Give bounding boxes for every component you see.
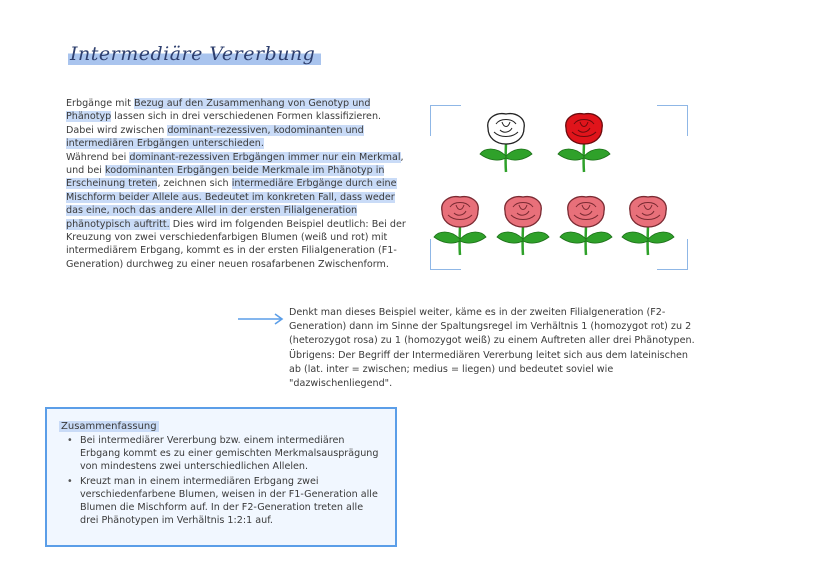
frame-corner xyxy=(430,105,461,136)
white-rose-icon xyxy=(478,110,534,174)
summary-title: Zusammenfassung xyxy=(61,421,157,432)
summary-item: • Bei intermediärer Vererbung bzw. einem intermediären Erbgang kommt es zu einer gemischten Merkmalsausprägung von mindestens zwei unterschiedlichen Allelen. xyxy=(67,434,383,473)
highlight-kodominant: kodominanten Erbgängen beide Merkmale im Phänotyp in Erscheinung treten xyxy=(66,165,385,190)
highlight-genotype-phenotype: Bezug auf den Zusammenhang von Genotyp und Phänotyp xyxy=(66,98,371,123)
summary-item: • Kreuzt man in einem intermediären Erbgang zwei verschiedenfarbene Blumen, weisen in der F1-Generation alle Blumen die Mischform auf. In der F2-Generation treten alle drei Phänotypen im Verhältnis 1:2:1 auf. xyxy=(67,475,383,527)
highlight-dominant: dominant-rezessiven Erbgängen immer nur ein Merkmal xyxy=(129,151,401,163)
pink-rose-icon xyxy=(558,193,614,257)
flower-illustration xyxy=(430,105,688,270)
intro-text-span: lassen sich in drei verschiedenen Formen klassifizieren. xyxy=(111,111,382,123)
frame-corner xyxy=(657,105,688,136)
highlight-erbgang-types: dominant-rezessiven, kodominanten und intermediären Erbgängen unterschieden. xyxy=(66,124,364,150)
intro-paragraph-2 xyxy=(66,151,411,272)
intro-text-span: Während bei xyxy=(66,151,130,163)
page-title: Intermediäre Vererbung xyxy=(68,42,321,68)
red-rose-icon xyxy=(556,110,612,174)
example-continuation-text: Denkt man dieses Beispiel weiter, käme es in der zweiten Filialgeneration (F2-Generation) dann im Sinne der Spaltungsregel im Verhältnis 1 (homozygot rot) zu 2 (heterozygot rosa) zu 1 (homozygot weiß) zu einem Auftreten aller drei Phänotypen. Übrigens: Der Begriff der Intermediären Vererbung leitet sich aus dem lateinischen ab (lat. inter = zwischen; medius = liegen) und bedeutet soviel wie "dazwischenliegend". xyxy=(289,307,695,390)
intro-text-span: Dabei wird zwischen xyxy=(66,124,168,136)
intro-text-span: Erbgänge mit xyxy=(66,98,135,109)
pink-rose-icon xyxy=(495,193,551,257)
summary-box xyxy=(45,407,397,547)
intro-paragraph-1 xyxy=(66,97,411,151)
pink-rose-icon xyxy=(432,193,488,257)
intro-text-span: , und bei xyxy=(66,151,404,177)
arrow-right-icon xyxy=(236,312,286,326)
intro-text-span: , zeichnen sich xyxy=(157,178,232,190)
highlight-intermediaer: intermediäre Erbgänge durch eine Mischform beider Allele aus. Bedeutet im konkreten Fall, dass weder das eine, noch das andere Allel in der ersten Filialgeneration phänotypisch auftritt. xyxy=(66,178,397,230)
summary-list xyxy=(59,434,383,527)
pink-rose-icon xyxy=(620,193,676,257)
intro-text xyxy=(66,97,411,271)
intro-text-span: Dies wird im folgenden Beispiel deutlich: Bei der Kreuzung von zwei verschiedenfarbigen Blumen (weiß und rot) mit intermediärem Erbgang, kommt es in der ersten Filialgeneration (F1-Generation) durchweg zu einer neuen rosafarbenen Zwischenform. xyxy=(66,218,406,270)
